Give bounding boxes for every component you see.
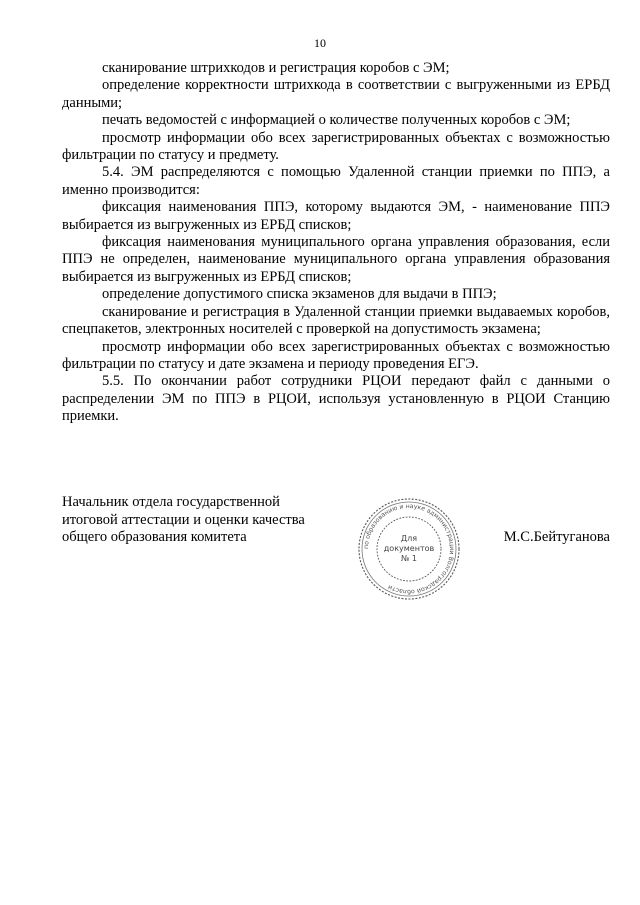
paragraph-municipal-body: фиксация наименования муниципального органа управления образования, если ППЭ не определен, наименование муниципального органа управления образования выбирается из выгруженных из ЕРБД списков;: [62, 234, 610, 285]
signatory-name: М.С.Бейтуганова: [503, 529, 610, 545]
stamp-seal-icon: [354, 494, 464, 604]
paragraph-view-objects-subject: просмотр информации обо всех зарегистрированных объектах с возможностью фильтрации по статусу и предмету.: [62, 129, 610, 164]
paragraph-print-statements: печать ведомостей с информацией о количестве полученных коробов с ЭМ;: [102, 112, 571, 129]
stamp-inner-line: документов: [383, 544, 435, 553]
signatory-title: [62, 494, 342, 547]
document-body: [62, 60, 610, 426]
official-stamp: [354, 494, 464, 604]
stamp-inner-line: № 1: [401, 554, 417, 563]
stamp-inner-line: Для: [400, 534, 418, 543]
paragraph-exam-list: определение допустимого списка экзаменов для выдачи в ППЭ;: [102, 286, 497, 303]
paragraph-box-registration: сканирование и регистрация в Удаленной станции приемки выдаваемых коробов, спецпакетов, электронных носителей с проверкой на допустимость экзамена;: [62, 303, 610, 338]
paragraph-barcode-validation: определение корректности штрихкода в соответствии с выгруженными из ЕРБД данными;: [62, 77, 610, 111]
paragraph-ppe-name: фиксация наименования ППЭ, которому выдаются ЭМ, - наименование ППЭ выбирается из выгруженных из ЕРБД списков;: [62, 199, 610, 233]
paragraph-barcode-scanning: сканирование штрихкодов и регистрация коробов с ЭМ;: [102, 60, 450, 76]
signatory-title-line: Начальник отдела государственной: [62, 494, 280, 510]
paragraph-section-5-5: 5.5. По окончании работ сотрудники РЦОИ передают файл с данными о распределении ЭМ по ППЭ в РЦОИ, используя установленную в РЦОИ Станцию приемки.: [62, 373, 610, 425]
signature-block: [62, 494, 610, 634]
stamp-ring-text: по образованию и науке администрации Волгоградской области: [362, 502, 456, 596]
paragraph-view-objects-date: просмотр информации обо всех зарегистрированных объектах с возможностью фильтрации по статусу и дате экзамена и периоду проведения ЕГЭ.: [62, 338, 610, 372]
page-number: 10: [314, 36, 326, 50]
signatory-title-line: итоговой аттестации и оценки качества: [62, 511, 305, 528]
signatory-title-line: общего образования комитета: [62, 529, 247, 545]
paragraph-section-5-4: 5.4. ЭМ распределяются с помощью Удаленной станции приемки по ППЭ, а именно производится:: [62, 164, 610, 198]
